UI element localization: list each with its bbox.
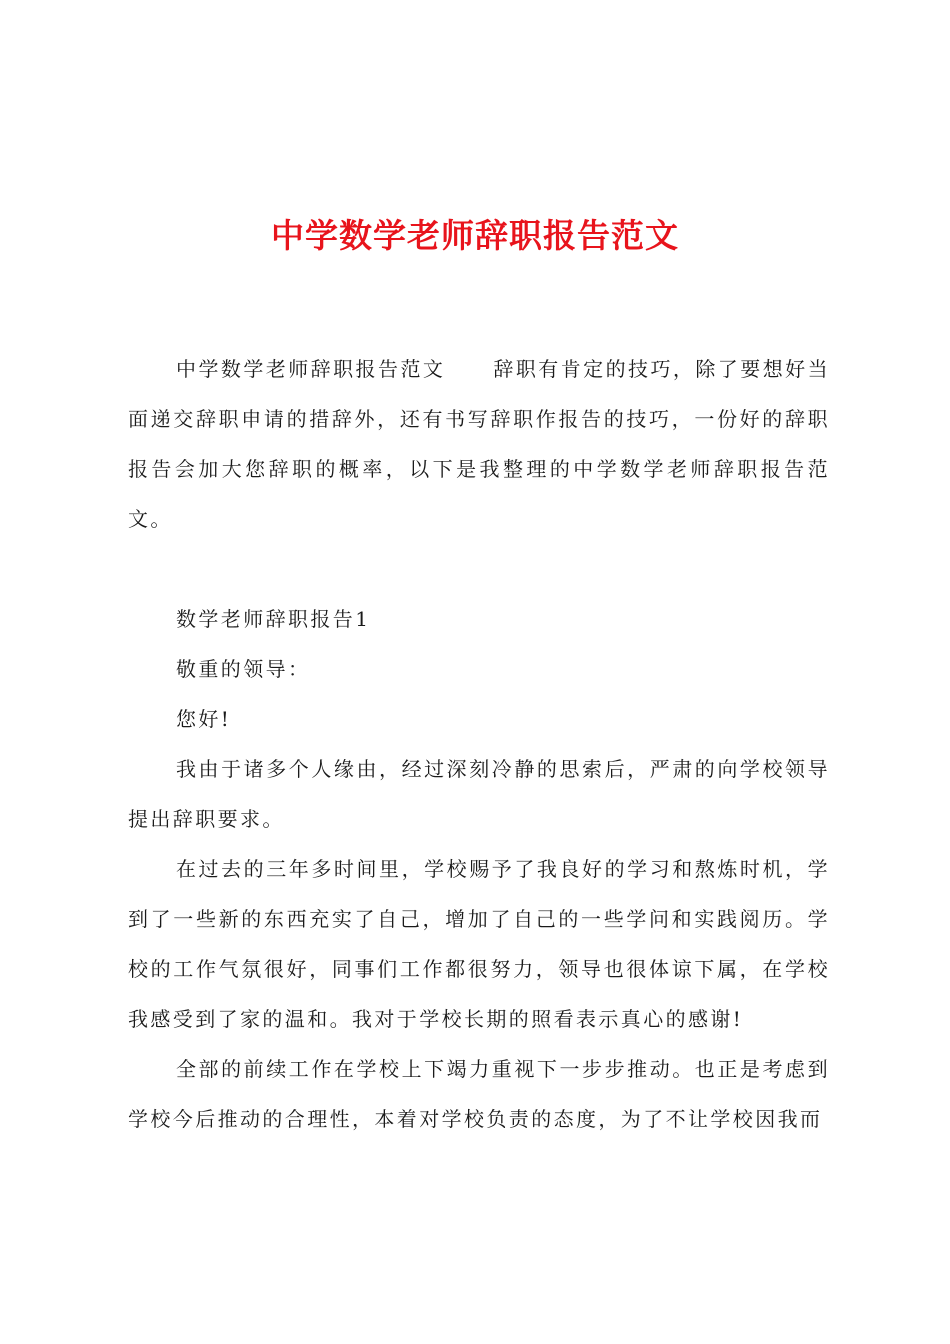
salutation: 敬重的领导： bbox=[176, 657, 311, 681]
intro-text: 辞职有肯定的技巧，除了要想好当面递交辞职申请的措辞外，还有书写辞职作报告的技巧，一份好的辞职报告会加大您辞职的概率，以下是我整理的中学数学老师辞职报告范文。 bbox=[128, 357, 830, 531]
greeting: 您好! bbox=[176, 707, 232, 731]
body-paragraph: 我由于诸多个人缘由，经过深刻冷静的思索后，严肃的向学校领导提出辞职要求。 bbox=[128, 757, 830, 831]
intro-heading: 中学数学老师辞职报告范文 bbox=[176, 357, 446, 381]
document-body bbox=[128, 344, 830, 1144]
document-title: 中学数学老师辞职报告范文 bbox=[271, 216, 679, 255]
intro-paragraph bbox=[128, 344, 830, 544]
section-title: 数学老师辞职报告1 bbox=[176, 607, 371, 631]
section-gap bbox=[128, 544, 830, 594]
body-paragraph: 全部的前续工作在学校上下竭力重视下一步步推动。也正是考虑到学校今后推动的合理性，本着对学校负责的态度，为了不让学校因我而 bbox=[128, 1057, 830, 1131]
body-paragraph: 在过去的三年多时间里，学校赐予了我良好的学习和熬炼时机，学到了一些新的东西充实了自己，增加了自己的一些学问和实践阅历。学校的工作气氛很好，同事们工作都很努力，领导也很体谅下属，在学校我感受到了家的温和。我对于学校长期的照看表示真心的感谢! bbox=[128, 857, 830, 1031]
